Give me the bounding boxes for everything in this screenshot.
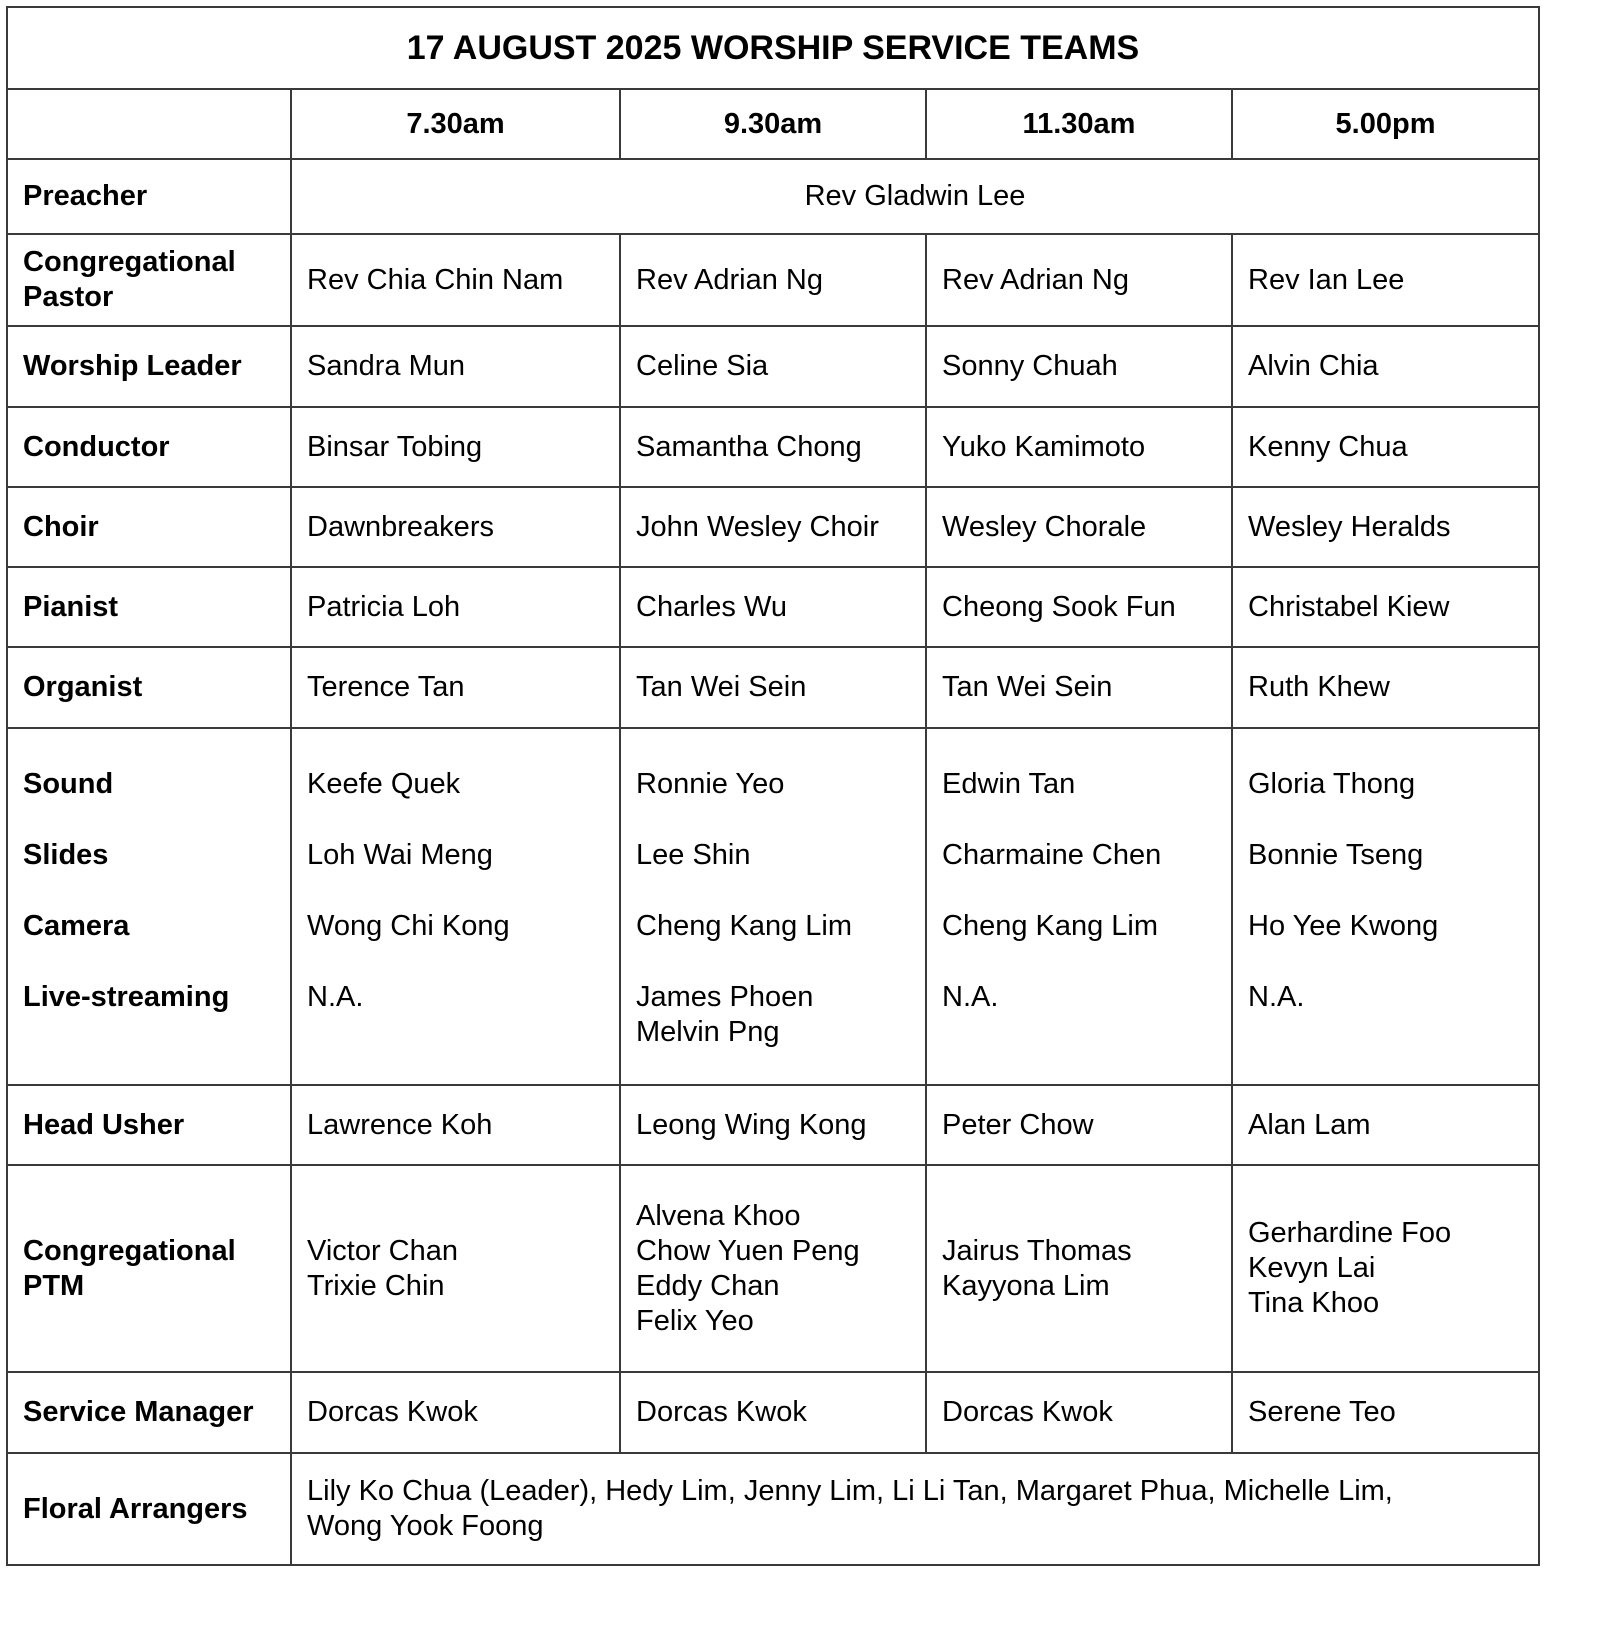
role-label xyxy=(7,1165,291,1372)
table-cell: Rev Ian Lee xyxy=(1232,234,1539,326)
ptm-name: Trixie Chin xyxy=(307,1269,445,1302)
table-cell: Rev Adrian Ng xyxy=(620,234,926,326)
choir-row xyxy=(7,487,1539,567)
ptm-cell xyxy=(926,1165,1232,1372)
sound-value: Gloria Thong xyxy=(1248,768,1416,800)
service-time-header: 9.30am xyxy=(620,89,926,159)
slides-value: Bonnie Tseng xyxy=(1248,839,1424,871)
table-cell: Patricia Loh xyxy=(291,567,620,647)
table-cell: Wesley Chorale xyxy=(926,487,1232,567)
role-label: Service Manager xyxy=(7,1372,291,1453)
ptm-name: Jairus Thomas xyxy=(942,1234,1132,1267)
table-cell: Tan Wei Sein xyxy=(926,647,1232,728)
table-cell: Yuko Kamimoto xyxy=(926,407,1232,487)
table-cell: Charles Wu xyxy=(620,567,926,647)
ptm-name: Eddy Chan xyxy=(636,1269,780,1302)
ptm-cell xyxy=(291,1165,620,1372)
role-label-line: Pastor xyxy=(23,281,114,313)
table-cell: Dorcas Kwok xyxy=(291,1372,620,1453)
preacher-value: Rev Gladwin Lee xyxy=(291,159,1539,234)
pianist-row xyxy=(7,567,1539,647)
ptm-name: Gerhardine Foo xyxy=(1248,1217,1452,1249)
tech-cell xyxy=(926,728,1232,1085)
table-cell: Sandra Mun xyxy=(291,326,620,407)
role-label-livestreaming: Live-streaming xyxy=(23,981,230,1013)
livestream-value: N.A. xyxy=(307,981,364,1013)
service-times-header-row xyxy=(7,89,1539,159)
service-time-header: 7.30am xyxy=(291,89,620,159)
livestream-value: N.A. xyxy=(1248,981,1305,1013)
table-cell: Christabel Kiew xyxy=(1232,567,1539,647)
role-label: Worship Leader xyxy=(7,326,291,407)
tech-team-row xyxy=(7,728,1539,1085)
slides-value: Lee Shin xyxy=(636,839,751,871)
camera-value: Cheng Kang Lim xyxy=(636,910,853,942)
table-cell: Dorcas Kwok xyxy=(620,1372,926,1453)
livestream-value: N.A. xyxy=(942,981,999,1013)
tech-cell xyxy=(291,728,620,1085)
ptm-name: Victor Chan xyxy=(307,1234,458,1267)
congregational-pastor-row xyxy=(7,234,1539,326)
tech-cell xyxy=(620,728,926,1085)
livestream-name: James Phoen xyxy=(636,981,814,1013)
table-cell: Rev Chia Chin Nam xyxy=(291,234,620,326)
camera-value: Ho Yee Kwong xyxy=(1248,910,1439,942)
role-label: Preacher xyxy=(7,159,291,234)
role-label: Organist xyxy=(7,647,291,728)
table-cell: Sonny Chuah xyxy=(926,326,1232,407)
sound-value: Edwin Tan xyxy=(942,768,1076,800)
table-cell: Rev Adrian Ng xyxy=(926,234,1232,326)
slides-value: Loh Wai Meng xyxy=(307,839,493,871)
role-label-group xyxy=(7,728,291,1085)
role-label: Conductor xyxy=(7,407,291,487)
camera-value: Cheng Kang Lim xyxy=(942,910,1159,942)
table-cell: Kenny Chua xyxy=(1232,407,1539,487)
preacher-row xyxy=(7,159,1539,234)
table-cell: Ruth Khew xyxy=(1232,647,1539,728)
table-cell: Terence Tan xyxy=(291,647,620,728)
sound-value: Ronnie Yeo xyxy=(636,768,785,800)
floral-arrangers-value xyxy=(291,1453,1539,1565)
slides-value: Charmaine Chen xyxy=(942,839,1162,871)
ptm-name: Tina Khoo xyxy=(1248,1287,1380,1319)
conductor-row xyxy=(7,407,1539,487)
livestream-value xyxy=(636,962,925,1050)
role-label-sound: Sound xyxy=(23,768,114,800)
service-time-header: 5.00pm xyxy=(1232,89,1539,159)
table-cell: Cheong Sook Fun xyxy=(926,567,1232,647)
worship-leader-row xyxy=(7,326,1539,407)
table-cell: Leong Wing Kong xyxy=(620,1085,926,1165)
table-cell: Alan Lam xyxy=(1232,1085,1539,1165)
page-title: 17 AUGUST 2025 WORSHIP SERVICE TEAMS xyxy=(7,7,1539,89)
table-cell: Wesley Heralds xyxy=(1232,487,1539,567)
floral-arrangers-row xyxy=(7,1453,1539,1565)
congregational-ptm-row xyxy=(7,1165,1539,1372)
service-time-header: 11.30am xyxy=(926,89,1232,159)
role-label: Floral Arrangers xyxy=(7,1453,291,1565)
title-row xyxy=(7,7,1539,89)
sound-value: Keefe Quek xyxy=(307,768,461,800)
role-label-camera: Camera xyxy=(23,910,130,942)
role-label-line: Congregational xyxy=(23,1234,236,1267)
table-cell: Samantha Chong xyxy=(620,407,926,487)
camera-value: Wong Chi Kong xyxy=(307,910,510,942)
livestream-name: Melvin Png xyxy=(636,1016,780,1048)
table-cell: John Wesley Choir xyxy=(620,487,926,567)
table-cell: Dawnbreakers xyxy=(291,487,620,567)
table-cell: Binsar Tobing xyxy=(291,407,620,487)
table-cell: Alvin Chia xyxy=(1232,326,1539,407)
table-cell: Dorcas Kwok xyxy=(926,1372,1232,1453)
worship-service-teams-table xyxy=(6,6,1540,1566)
role-label-line: Congregational xyxy=(23,246,236,278)
ptm-cell xyxy=(1232,1165,1539,1372)
floral-arrangers-line: Lily Ko Chua (Leader), Hedy Lim, Jenny Lim, Li Li Tan, Margaret Phua, Michelle Lim, xyxy=(307,1475,1393,1507)
role-label-line: PTM xyxy=(23,1269,85,1302)
tech-cell xyxy=(1232,728,1539,1085)
table-cell: Lawrence Koh xyxy=(291,1085,620,1165)
role-label: Pianist xyxy=(7,567,291,647)
floral-arrangers-line: Wong Yook Foong xyxy=(307,1510,544,1542)
ptm-name: Kayyona Lim xyxy=(942,1269,1110,1302)
empty-header-cell xyxy=(7,89,291,159)
ptm-name: Chow Yuen Peng xyxy=(636,1234,860,1267)
role-label xyxy=(7,234,291,326)
organist-row xyxy=(7,647,1539,728)
service-manager-row xyxy=(7,1372,1539,1453)
ptm-name: Alvena Khoo xyxy=(636,1199,801,1232)
ptm-name: Felix Yeo xyxy=(636,1304,754,1337)
table-cell: Peter Chow xyxy=(926,1085,1232,1165)
role-label-slides: Slides xyxy=(23,839,109,871)
ptm-name: Kevyn Lai xyxy=(1248,1252,1376,1284)
role-label: Choir xyxy=(7,487,291,567)
head-usher-row xyxy=(7,1085,1539,1165)
table-cell: Tan Wei Sein xyxy=(620,647,926,728)
ptm-cell xyxy=(620,1165,926,1372)
table-cell: Serene Teo xyxy=(1232,1372,1539,1453)
table-cell: Celine Sia xyxy=(620,326,926,407)
role-label: Head Usher xyxy=(7,1085,291,1165)
